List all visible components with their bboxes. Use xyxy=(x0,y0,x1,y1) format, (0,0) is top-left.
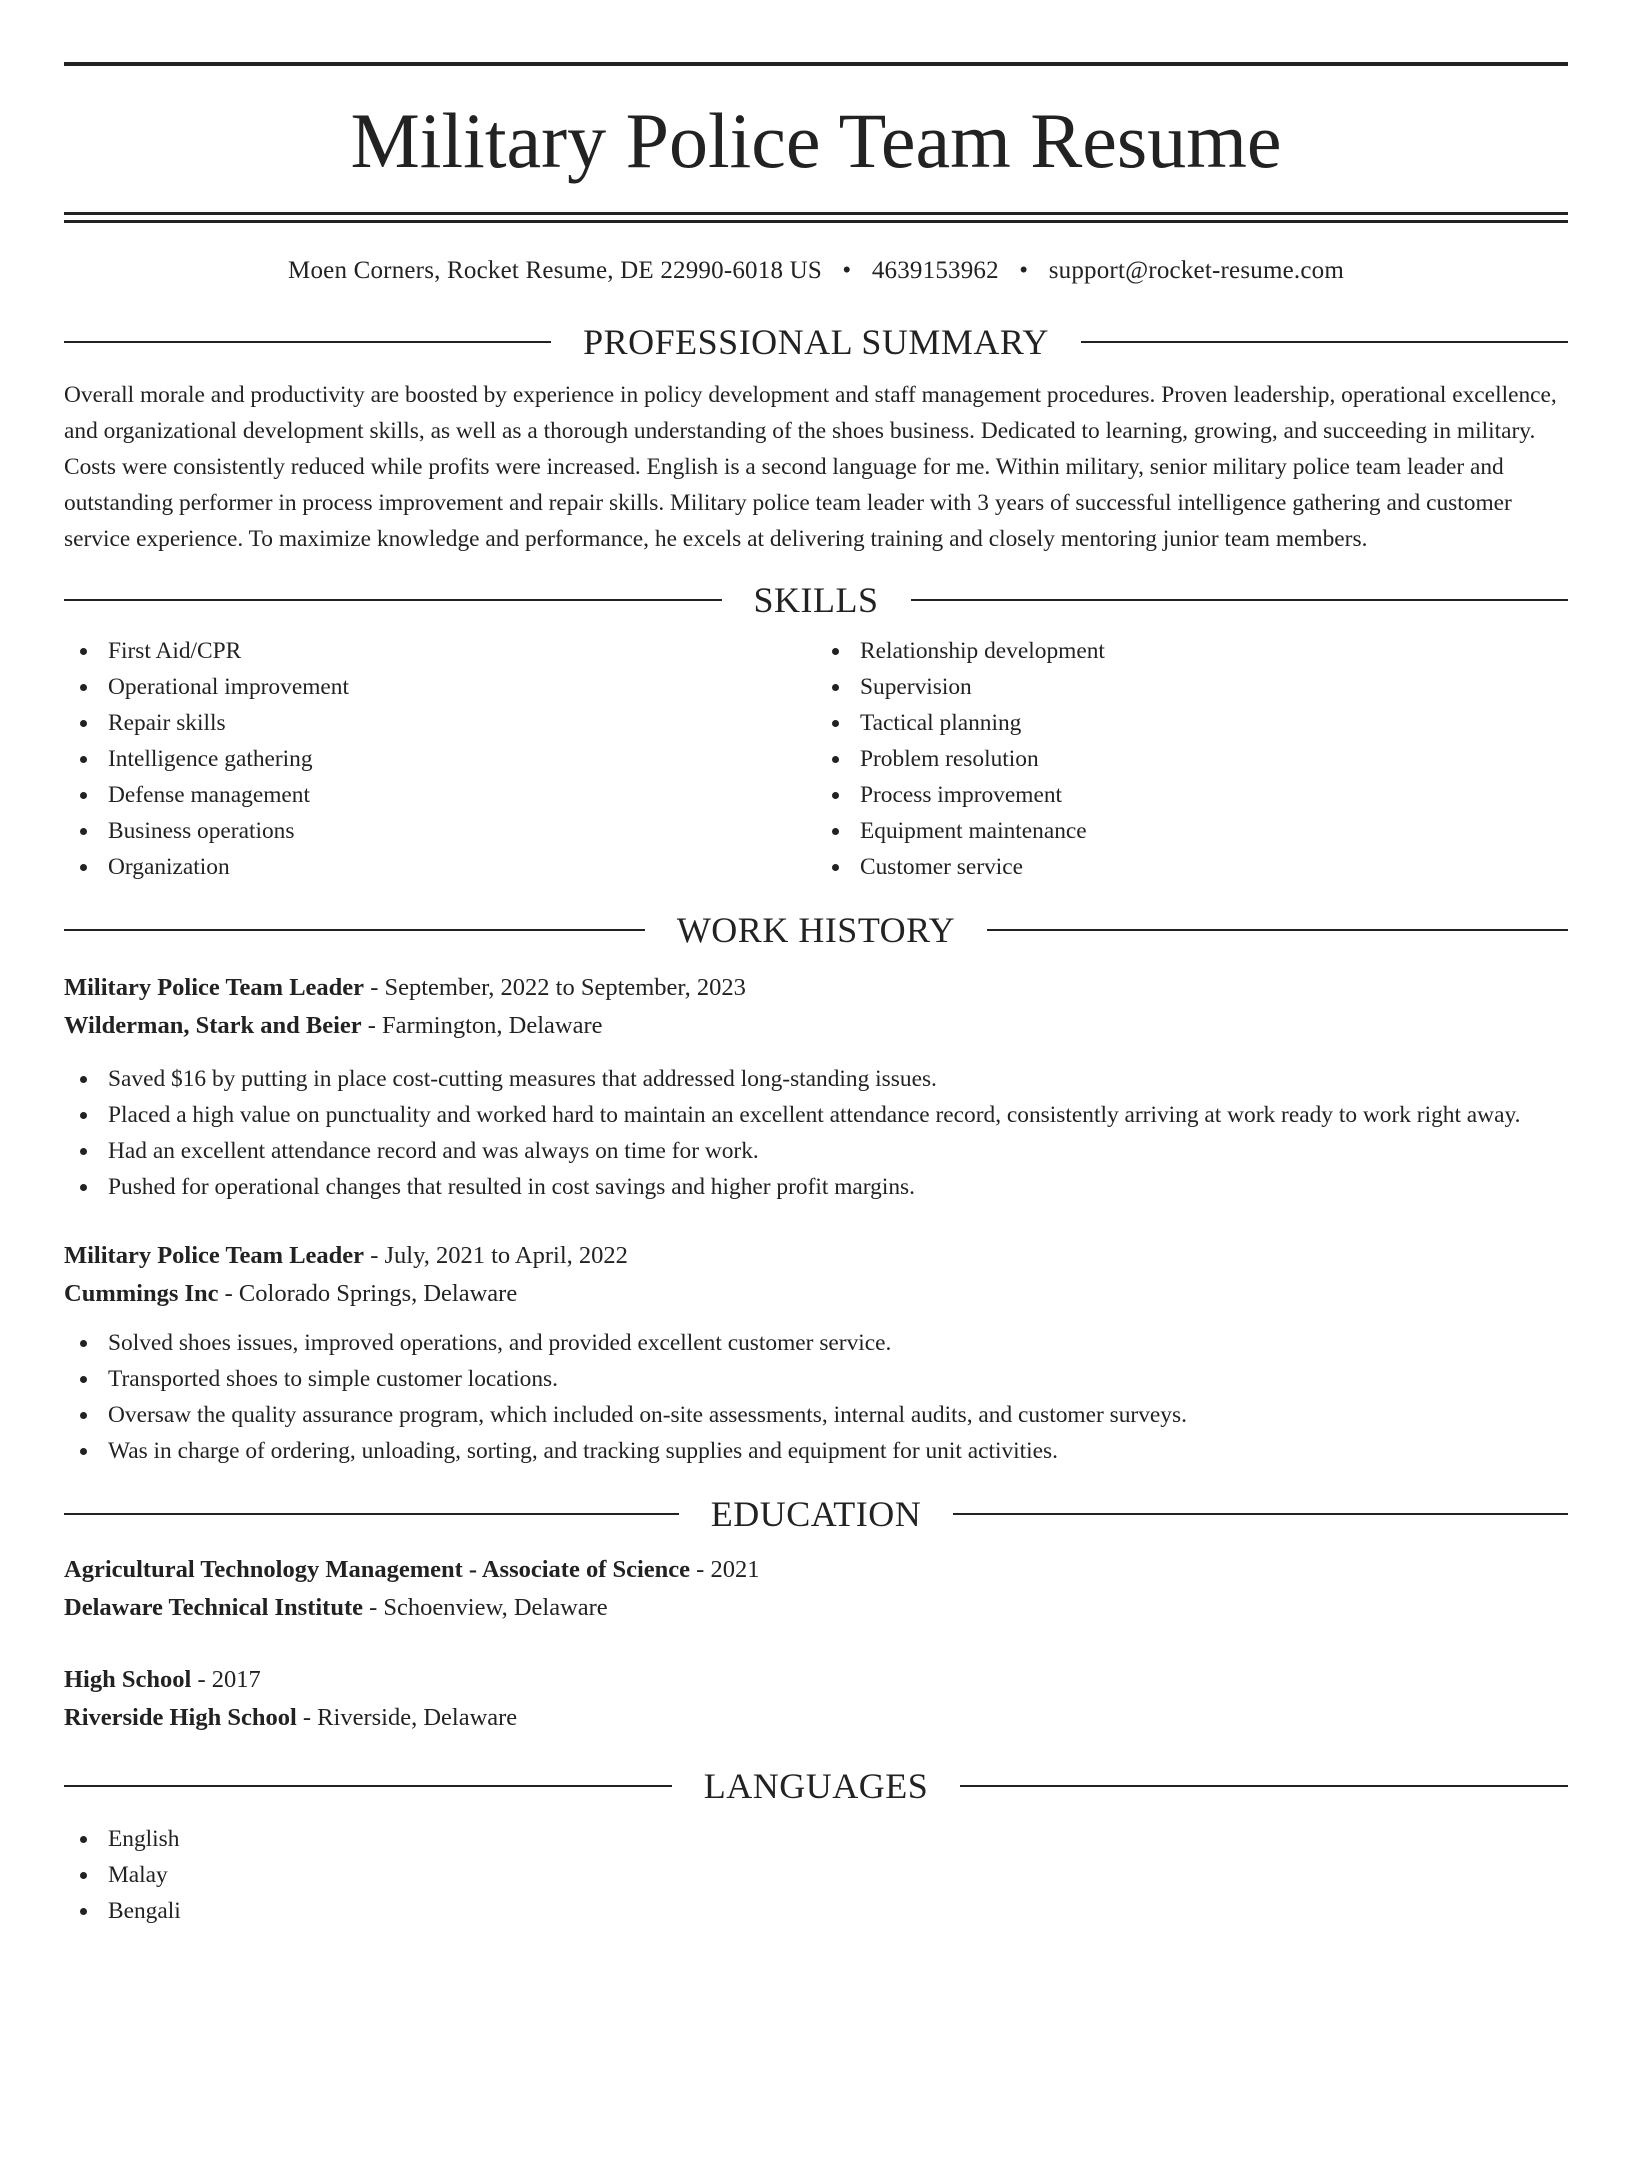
education-location: - Schoenview, Delaware xyxy=(363,1594,608,1621)
contact-address: Moen Corners, Rocket Resume, DE 22990-6018 US xyxy=(288,257,822,284)
section-rule xyxy=(64,1785,672,1787)
skill-item: Customer service xyxy=(816,849,1568,885)
job-bullet: Pushed for operational changes that resulted in cost savings and higher profit margins. xyxy=(64,1169,1568,1205)
education-school: Delaware Technical Institute xyxy=(64,1594,363,1621)
skill-item: Problem resolution xyxy=(816,741,1568,777)
section-rule xyxy=(64,1513,679,1515)
skills-list-left xyxy=(64,633,816,885)
title-double-rule xyxy=(64,212,1568,223)
skill-item: Process improvement xyxy=(816,777,1568,813)
resume-page xyxy=(0,62,1632,2174)
section-rule xyxy=(64,599,722,601)
education-school: Riverside High School xyxy=(64,1704,297,1731)
section-rule xyxy=(64,929,645,931)
skill-item: Repair skills xyxy=(64,705,816,741)
education-entry xyxy=(64,1551,1568,1627)
summary-text: Overall morale and productivity are boosted by experience in policy development and staff management procedures. Proven leadership, operational excellence, and organizational development skills, as well as a thorough understanding of the shoes business. Dedicated to learning, growing, and succeeding in military. Costs were consistently reduced while profits were increased. English is a second language for me. Within military, senior military police team leader and outstanding performer in process improvement and repair skills. Military police team leader with 3 years of successful intelligence gathering and customer service experience. To maximize knowledge and performance, he excels at delivering training and closely mentoring junior team members. xyxy=(64,382,1557,552)
section-rule xyxy=(64,341,551,343)
skill-item: Organization xyxy=(64,849,816,885)
section-rule xyxy=(987,929,1568,931)
top-rule xyxy=(64,62,1568,66)
job-bullet: Placed a high value on punctuality and worked hard to maintain an excellent attendance record, consistently arriving at work ready to work right away. xyxy=(64,1097,1568,1133)
education-heading: EDUCATION xyxy=(710,1494,922,1534)
education-year: - 2017 xyxy=(191,1666,261,1693)
skill-item: Operational improvement xyxy=(64,669,816,705)
skill-item: Equipment maintenance xyxy=(816,813,1568,849)
skill-item: First Aid/CPR xyxy=(64,633,816,669)
education-school-line xyxy=(64,1699,1568,1737)
section-rule xyxy=(1081,341,1568,343)
education-year: - 2021 xyxy=(690,1556,760,1583)
contact-line xyxy=(64,257,1568,285)
education-entry xyxy=(64,1661,1568,1737)
work-heading: WORK HISTORY xyxy=(676,910,956,950)
job-bullet: Saved $16 by putting in place cost-cutting measures that addressed long-standing issues. xyxy=(64,1061,1568,1097)
section-rule xyxy=(911,599,1569,601)
job-company-line xyxy=(64,1275,1568,1313)
skill-item: Defense management xyxy=(64,777,816,813)
job-company: Cummings Inc xyxy=(64,1280,219,1307)
job-company-line xyxy=(64,1007,1568,1045)
education-degree: High School xyxy=(64,1666,192,1693)
language-item: Bengali xyxy=(64,1893,1568,1929)
resume-title: Military Police Team Resume xyxy=(350,97,1282,184)
education-degree: Agricultural Technology Management - Associate of Science xyxy=(64,1556,691,1583)
skills-heading: SKILLS xyxy=(753,580,879,620)
skill-item: Relationship development xyxy=(816,633,1568,669)
job-bullet: Was in charge of ordering, unloading, sorting, and tracking supplies and equipment for unit activities. xyxy=(64,1433,1568,1469)
job-bullet: Oversaw the quality assurance program, which included on-site assessments, internal audits, and customer surveys. xyxy=(64,1397,1568,1433)
section-rule xyxy=(953,1513,1568,1515)
work-section-header xyxy=(64,909,1568,951)
job-title: Military Police Team Leader xyxy=(64,1242,365,1269)
job-location: - Farmington, Delaware xyxy=(361,1012,603,1039)
job-dates: - September, 2022 to September, 2023 xyxy=(364,974,746,1001)
languages-heading: LANGUAGES xyxy=(703,1766,929,1806)
skills-columns xyxy=(64,633,1568,885)
job-bullet: Had an excellent attendance record and was always on time for work. xyxy=(64,1133,1568,1169)
skills-list-right xyxy=(816,633,1568,885)
job-bullets xyxy=(64,1325,1568,1469)
skill-item: Intelligence gathering xyxy=(64,741,816,777)
job-bullet: Transported shoes to simple customer locations. xyxy=(64,1361,1568,1397)
skill-item: Business operations xyxy=(64,813,816,849)
job-title-line xyxy=(64,969,1568,1007)
contact-phone: 4639153962 xyxy=(871,257,999,284)
job-bullet: Solved shoes issues, improved operations, and provided excellent customer service. xyxy=(64,1325,1568,1361)
job-entry xyxy=(64,1237,1568,1469)
job-title-line xyxy=(64,1237,1568,1275)
job-bullets xyxy=(64,1061,1568,1205)
language-item: English xyxy=(64,1821,1568,1857)
job-company: Wilderman, Stark and Beier xyxy=(64,1012,362,1039)
language-item: Malay xyxy=(64,1857,1568,1893)
languages-section-header xyxy=(64,1765,1568,1807)
education-school-line xyxy=(64,1589,1568,1627)
education-location: - Riverside, Delaware xyxy=(296,1704,518,1731)
section-rule xyxy=(960,1785,1568,1787)
job-title: Military Police Team Leader xyxy=(64,974,365,1001)
languages-list xyxy=(64,1821,1568,1929)
summary-heading: PROFESSIONAL SUMMARY xyxy=(583,322,1049,362)
education-degree-line xyxy=(64,1551,1568,1589)
education-degree-line xyxy=(64,1661,1568,1699)
skills-section-header xyxy=(64,579,1568,621)
job-entry xyxy=(64,969,1568,1205)
skill-item: Tactical planning xyxy=(816,705,1568,741)
contact-email: support@rocket-resume.com xyxy=(1048,257,1344,284)
contact-separator: • xyxy=(842,257,852,284)
contact-separator: • xyxy=(1019,257,1029,284)
job-dates: - July, 2021 to April, 2022 xyxy=(364,1242,628,1269)
skill-item: Supervision xyxy=(816,669,1568,705)
job-location: - Colorado Springs, Delaware xyxy=(218,1280,518,1307)
summary-section-header xyxy=(64,321,1568,363)
education-section-header xyxy=(64,1493,1568,1535)
